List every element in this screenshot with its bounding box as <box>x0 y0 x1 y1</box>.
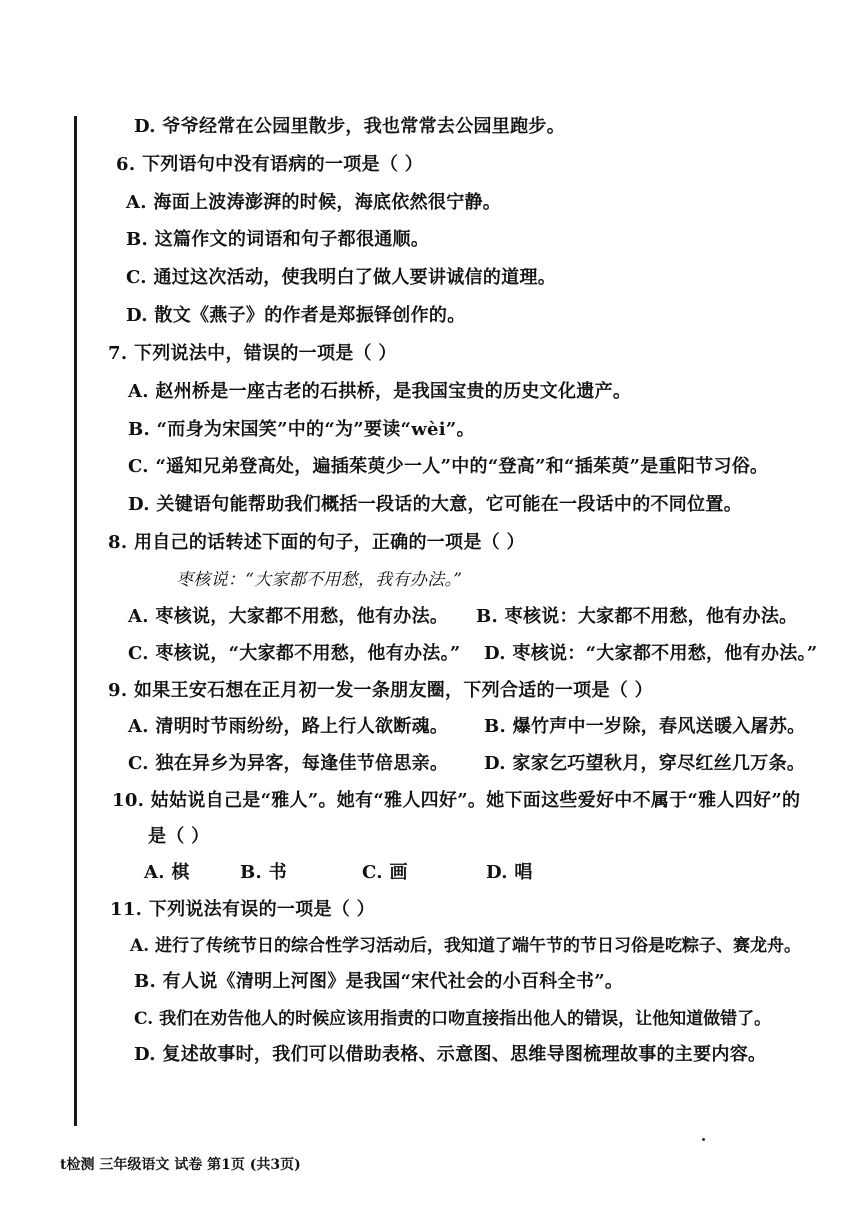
question-9-option-a: A. 清明时节雨纷纷，路上行人欲断魂。 <box>128 716 449 737</box>
question-10-option-d: D. 唱 <box>486 862 533 883</box>
question-11-option-b: B. 有人说《清明上河图》是我国“宋代社会的小百科全书”。 <box>134 971 624 992</box>
question-8-quote: 枣核说：“大家都不用愁，我有办法。” <box>176 570 463 590</box>
page-footer: t检测 三年级语文 试卷 第1页 (共3页) <box>60 1157 301 1173</box>
question-7-option-a: A. 赵州桥是一座古老的石拱桥，是我国宝贵的历史文化遗产。 <box>128 381 632 402</box>
question-9-option-d: D. 家家乞巧望秋月，穿尽红丝几万条。 <box>484 753 806 774</box>
q5-option-d: D. 爷爷经常在公园里散步，我也常常去公园里跑步。 <box>134 116 565 137</box>
question-8-option-d: D. 枣核说：“大家都不用愁，他有办法。” <box>484 643 818 664</box>
question-6-option-d: D. 散文《燕子》的作者是郑振铎创作的。 <box>126 305 466 326</box>
question-8-option-b: B. 枣核说：大家都不用愁，他有办法。 <box>476 606 798 627</box>
question-8-option-c: C. 枣核说，“大家都不用愁，他有办法。” <box>128 643 461 664</box>
question-11-stem: 11. 下列说法有误的一项是（ ） <box>110 899 375 920</box>
question-6-option-b: B. 这篇作文的词语和句子都很通顺。 <box>126 229 430 250</box>
question-10-option-a: A. 棋 <box>144 862 190 883</box>
question-11-option-a: A. 进行了传统节日的综合性学习活动后，我知道了端午节的节日习俗是吃粽子、赛龙舟。 <box>130 936 802 956</box>
question-9-option-c: C. 独在异乡为异客，每逢佳节倍思亲。 <box>128 753 449 774</box>
stray-dot <box>702 1138 705 1141</box>
question-11-option-d: D. 复述故事时，我们可以借助表格、示意图、思维导图梳理故事的主要内容。 <box>134 1044 767 1065</box>
question-6-stem: 6. 下列语句中没有语病的一项是（ ） <box>116 154 424 175</box>
question-7-stem: 7. 下列说法中，错误的一项是（ ） <box>108 343 397 364</box>
question-10-stem: 10. 姑姑说自己是“雅人”。她有“雅人四好”。她下面这些爱好中不属于“雅人四好”的 <box>112 790 801 811</box>
question-10-option-c: C. 画 <box>362 862 408 883</box>
question-9-option-b: B. 爆竹声中一岁除，春风送暖入屠苏。 <box>484 716 806 737</box>
question-10-stem-continued: 是（ ） <box>148 826 210 847</box>
question-7-option-b: B. “而身为宋国笑”中的“为”要读“wèi”。 <box>128 419 475 440</box>
binding-margin-line <box>74 116 77 1126</box>
question-10-option-b: B. 书 <box>240 862 287 883</box>
question-8-option-a: A. 枣核说，大家都不用愁，他有办法。 <box>128 606 449 627</box>
question-8-stem: 8. 用自己的话转述下面的句子，正确的一项是（ ） <box>108 532 525 553</box>
question-9-stem: 9. 如果王安石想在正月初一发一条朋友圈，下列合适的一项是（ ） <box>108 680 653 701</box>
question-7-option-c: C. “遥知兄弟登高处，遍插茱萸少一人”中的“登高”和“插茱萸”是重阳节习俗。 <box>128 456 769 477</box>
question-11-option-c: C. 我们在劝告他人的时候应该用指责的口吻直接指出他人的错误，让他知道做错了。 <box>134 1009 772 1029</box>
question-6-option-c: C. 通过这次活动，使我明白了做人要讲诚信的道理。 <box>126 267 557 288</box>
question-7-option-d: D. 关键语句能帮助我们概括一段话的大意，它可能在一段话中的不同位置。 <box>128 494 742 515</box>
question-6-option-a: A. 海面上波涛澎湃的时候，海底依然很宁静。 <box>126 192 502 213</box>
